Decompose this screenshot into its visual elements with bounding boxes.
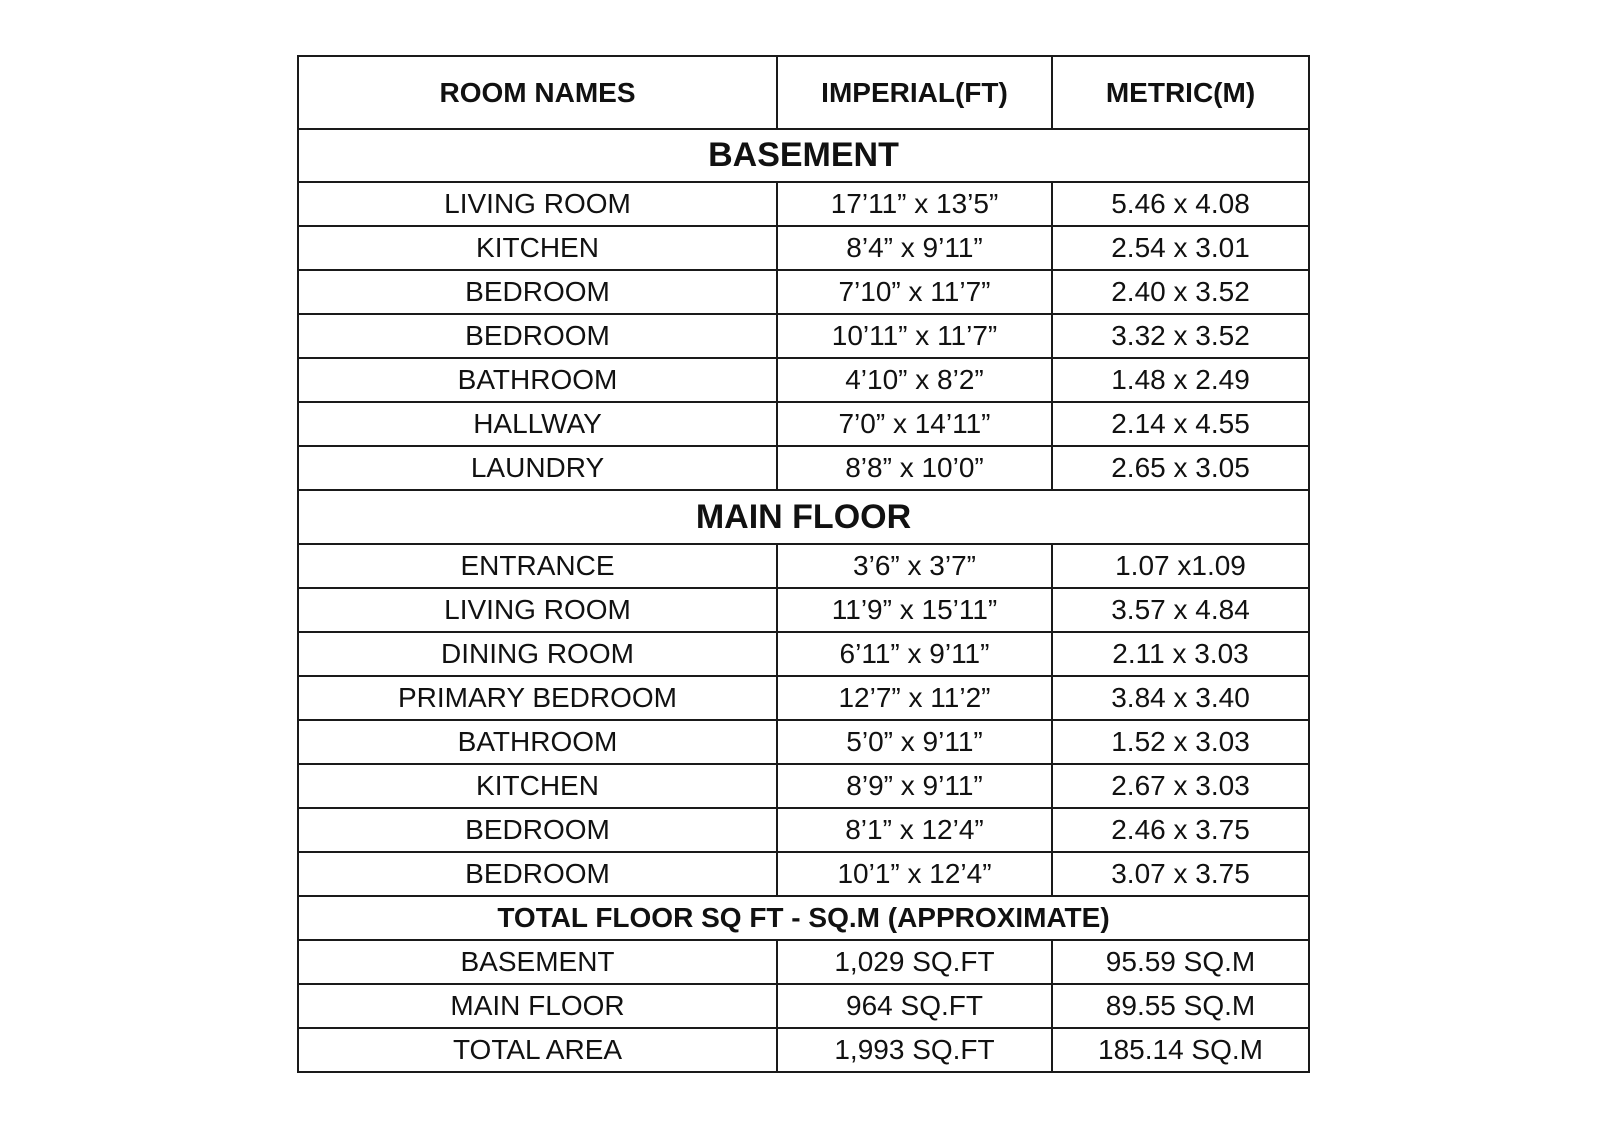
table-row <box>298 358 1309 402</box>
table-body <box>298 56 1309 1072</box>
section-heading-totals <box>298 896 1309 940</box>
area-name: MAIN FLOOR <box>298 984 777 1028</box>
room-name: BEDROOM <box>298 270 777 314</box>
imperial-dimensions: 8’8” x 10’0” <box>777 446 1052 490</box>
table-row <box>298 632 1309 676</box>
room-name: DINING ROOM <box>298 632 777 676</box>
header-metric: METRIC(M) <box>1052 56 1309 129</box>
section-heading-main-floor <box>298 490 1309 544</box>
metric-dimensions: 2.11 x 3.03 <box>1052 632 1309 676</box>
metric-dimensions: 2.40 x 3.52 <box>1052 270 1309 314</box>
metric-dimensions: 5.46 x 4.08 <box>1052 182 1309 226</box>
room-name: LIVING ROOM <box>298 182 777 226</box>
table-row <box>298 182 1309 226</box>
section-title: BASEMENT <box>298 129 1309 182</box>
table-row <box>298 676 1309 720</box>
metric-area: 89.55 SQ.M <box>1052 984 1309 1028</box>
section-heading-basement <box>298 129 1309 182</box>
room-dimensions-table <box>297 55 1310 1073</box>
metric-dimensions: 1.52 x 3.03 <box>1052 720 1309 764</box>
table-row <box>298 1028 1309 1072</box>
room-name: BEDROOM <box>298 808 777 852</box>
table-row <box>298 852 1309 896</box>
imperial-dimensions: 11’9” x 15’11” <box>777 588 1052 632</box>
imperial-dimensions: 3’6” x 3’7” <box>777 544 1052 588</box>
metric-dimensions: 3.32 x 3.52 <box>1052 314 1309 358</box>
room-name: BEDROOM <box>298 852 777 896</box>
table-row <box>298 270 1309 314</box>
room-name: ENTRANCE <box>298 544 777 588</box>
imperial-dimensions: 4’10” x 8’2” <box>777 358 1052 402</box>
header-room-names: ROOM NAMES <box>298 56 777 129</box>
imperial-area: 1,993 SQ.FT <box>777 1028 1052 1072</box>
metric-area: 185.14 SQ.M <box>1052 1028 1309 1072</box>
imperial-dimensions: 7’10” x 11’7” <box>777 270 1052 314</box>
imperial-dimensions: 12’7” x 11’2” <box>777 676 1052 720</box>
metric-dimensions: 1.48 x 2.49 <box>1052 358 1309 402</box>
metric-dimensions: 3.84 x 3.40 <box>1052 676 1309 720</box>
room-name: PRIMARY BEDROOM <box>298 676 777 720</box>
metric-dimensions: 3.57 x 4.84 <box>1052 588 1309 632</box>
room-name: KITCHEN <box>298 764 777 808</box>
room-name: BEDROOM <box>298 314 777 358</box>
room-name: LIVING ROOM <box>298 588 777 632</box>
room-name: LAUNDRY <box>298 446 777 490</box>
metric-dimensions: 2.67 x 3.03 <box>1052 764 1309 808</box>
imperial-dimensions: 5’0” x 9’11” <box>777 720 1052 764</box>
imperial-dimensions: 8’4” x 9’11” <box>777 226 1052 270</box>
metric-area: 95.59 SQ.M <box>1052 940 1309 984</box>
metric-dimensions: 2.65 x 3.05 <box>1052 446 1309 490</box>
table-row <box>298 720 1309 764</box>
imperial-dimensions: 8’9” x 9’11” <box>777 764 1052 808</box>
metric-dimensions: 2.14 x 4.55 <box>1052 402 1309 446</box>
area-name: BASEMENT <box>298 940 777 984</box>
imperial-dimensions: 10’1” x 12’4” <box>777 852 1052 896</box>
table-row <box>298 808 1309 852</box>
table-row <box>298 544 1309 588</box>
table-row <box>298 226 1309 270</box>
imperial-dimensions: 17’11” x 13’5” <box>777 182 1052 226</box>
imperial-area: 964 SQ.FT <box>777 984 1052 1028</box>
area-name: TOTAL AREA <box>298 1028 777 1072</box>
imperial-dimensions: 8’1” x 12’4” <box>777 808 1052 852</box>
header-imperial: IMPERIAL(FT) <box>777 56 1052 129</box>
section-title: MAIN FLOOR <box>298 490 1309 544</box>
table-row <box>298 402 1309 446</box>
table-row <box>298 984 1309 1028</box>
metric-dimensions: 2.46 x 3.75 <box>1052 808 1309 852</box>
table-header-row <box>298 56 1309 129</box>
imperial-dimensions: 10’11” x 11’7” <box>777 314 1052 358</box>
section-title: TOTAL FLOOR SQ FT - SQ.M (APPROXIMATE) <box>298 896 1309 940</box>
room-name: KITCHEN <box>298 226 777 270</box>
metric-dimensions: 3.07 x 3.75 <box>1052 852 1309 896</box>
room-name: BATHROOM <box>298 358 777 402</box>
table-row <box>298 588 1309 632</box>
table-row <box>298 764 1309 808</box>
room-name: BATHROOM <box>298 720 777 764</box>
metric-dimensions: 1.07 x1.09 <box>1052 544 1309 588</box>
imperial-area: 1,029 SQ.FT <box>777 940 1052 984</box>
imperial-dimensions: 6’11” x 9’11” <box>777 632 1052 676</box>
table-row <box>298 940 1309 984</box>
table-row <box>298 314 1309 358</box>
table-row <box>298 446 1309 490</box>
room-name: HALLWAY <box>298 402 777 446</box>
metric-dimensions: 2.54 x 3.01 <box>1052 226 1309 270</box>
imperial-dimensions: 7’0” x 14’11” <box>777 402 1052 446</box>
